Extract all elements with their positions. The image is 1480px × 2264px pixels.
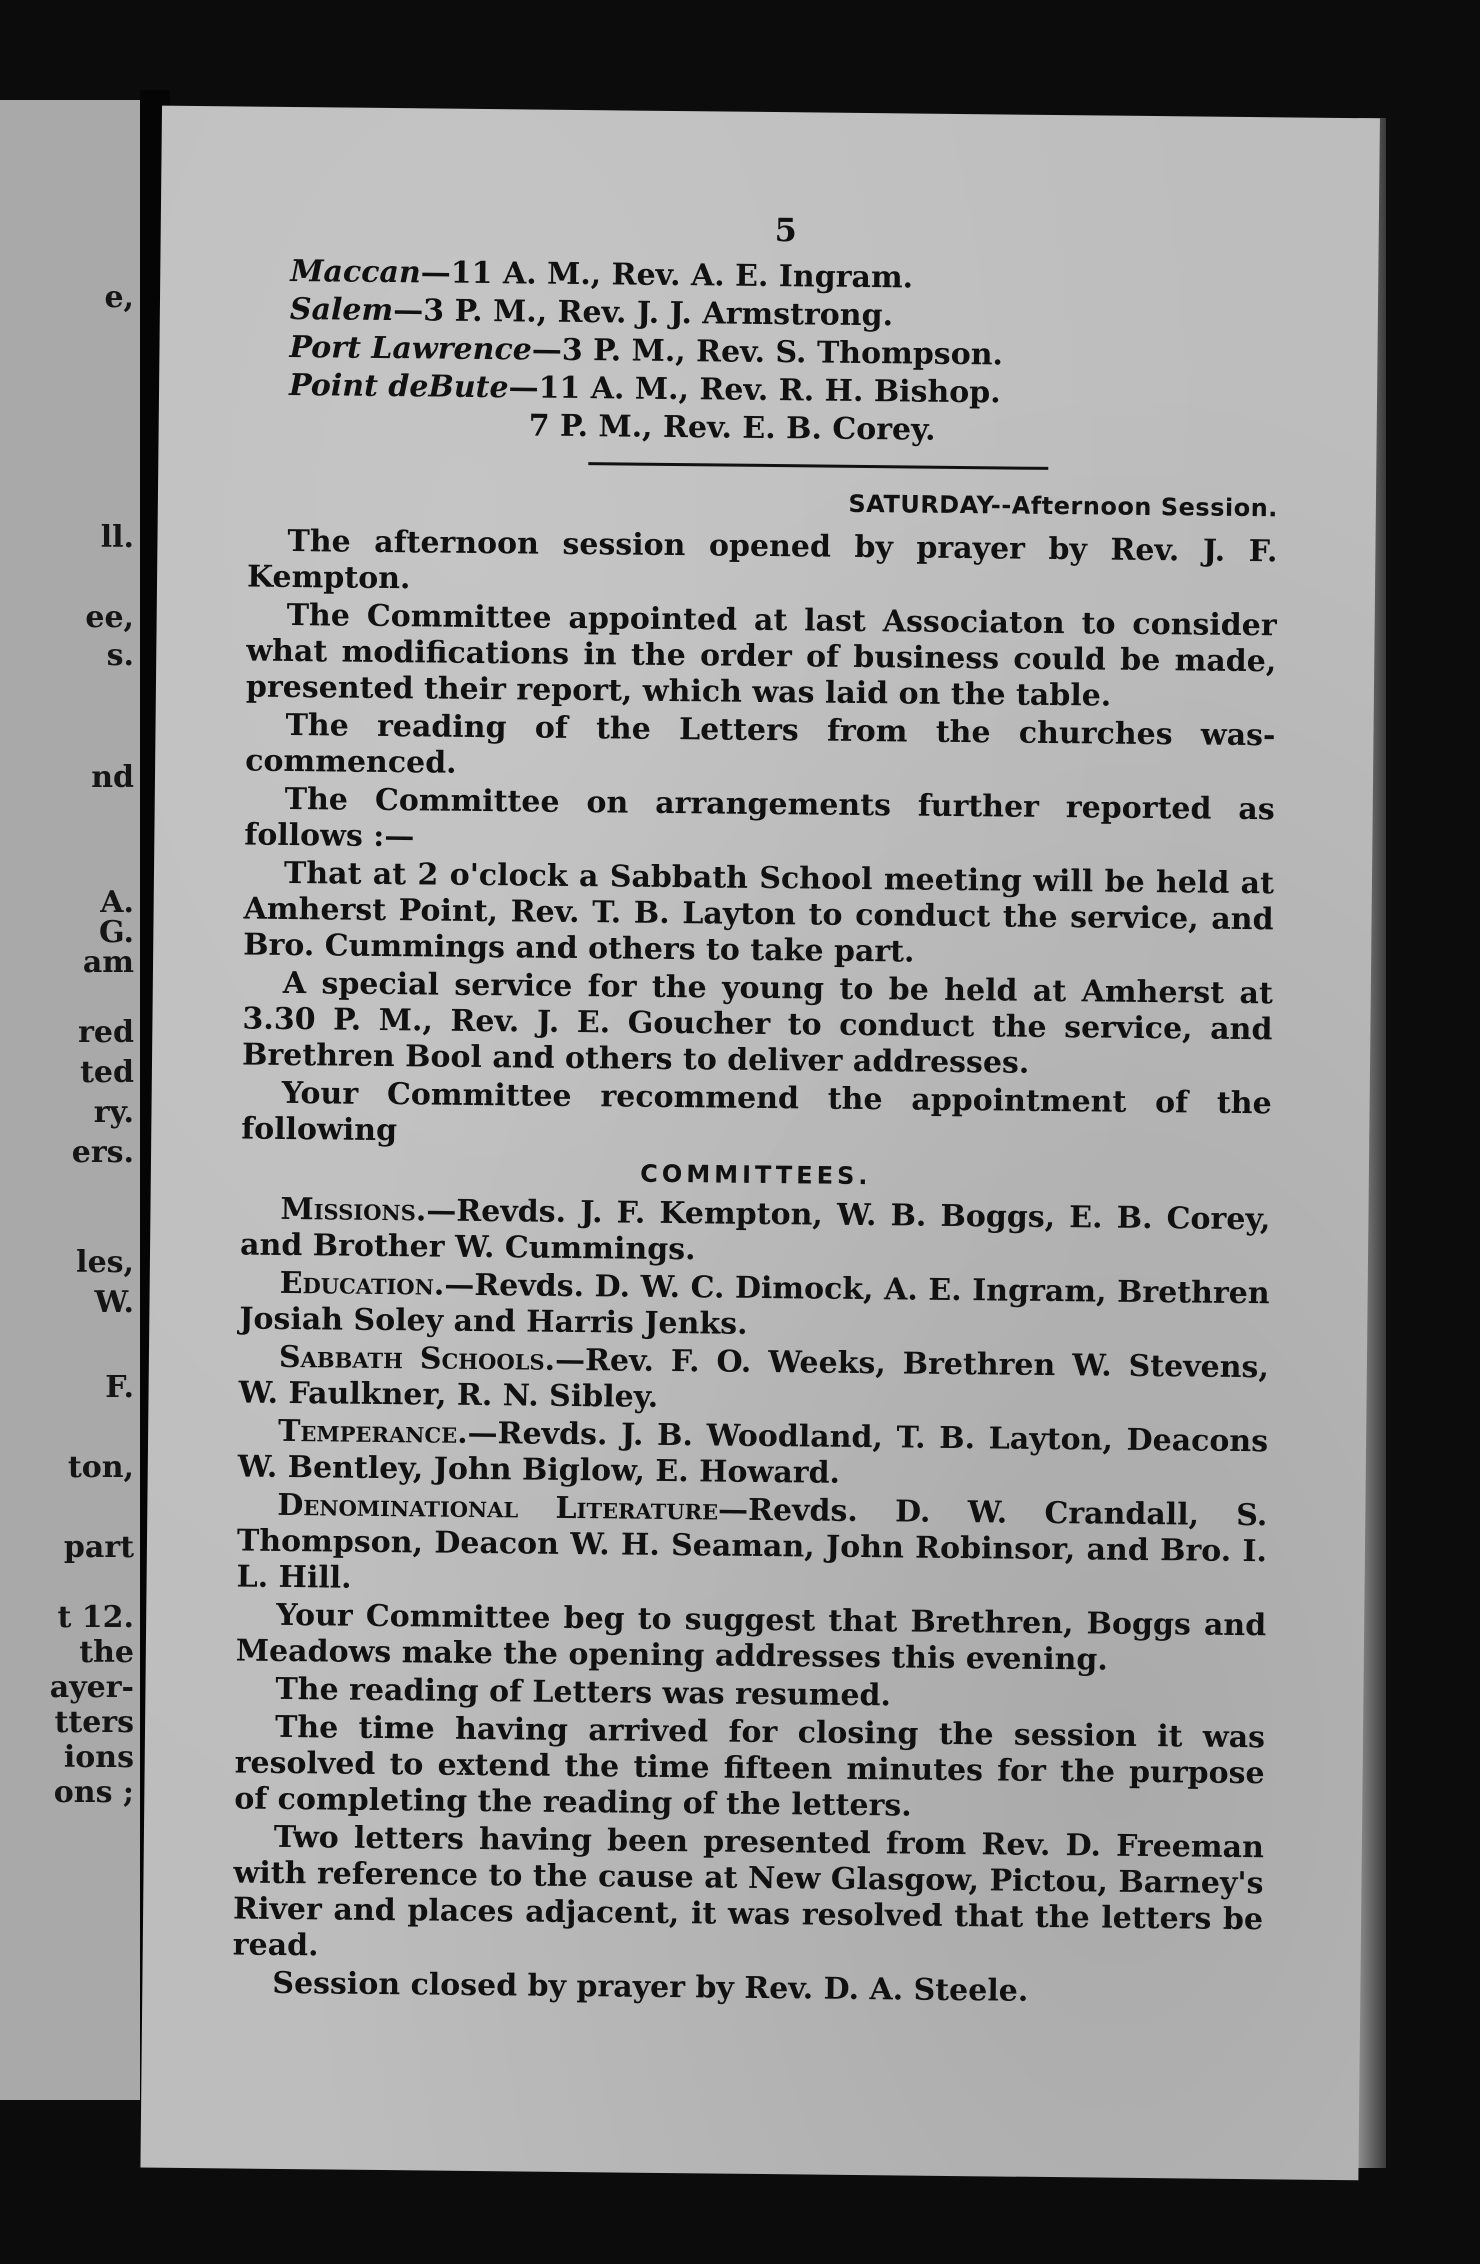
- committee-members: —Revds. D. W. C. Dimock, A. E. Ingram, Brethren Josiah Soley and Harris Jenks.: [239, 1267, 1270, 1342]
- schedule-location: Port Lawrence: [289, 329, 532, 368]
- committee-entry: [239, 1266, 1270, 1349]
- paragraph: Session closed by prayer by Rev. D. A. Steele.: [272, 1965, 1029, 2009]
- margin-fragment: nd: [91, 760, 134, 795]
- margin-fragment: ers.: [71, 1135, 134, 1170]
- page-body: [232, 207, 1281, 2015]
- meeting-schedule: [289, 253, 1281, 453]
- margin-fragment: e,: [104, 280, 134, 315]
- paragraph: The afternoon session opened by prayer by Rev. J. F. Kempton.: [246, 523, 1278, 597]
- margin-fragment: ton,: [67, 1450, 134, 1485]
- committees-heading: COMMITTEES.: [640, 1159, 872, 1191]
- paragraph: The reading of Letters was resumed.: [275, 1671, 892, 1714]
- schedule-detail: —3 P. M., Rev. S. Thompson.: [531, 332, 1004, 373]
- committee-entry: [238, 1413, 1269, 1496]
- margin-fragment: ons ;: [53, 1775, 134, 1810]
- facing-page-fragment: [0, 100, 140, 2100]
- committee-members: —Revds. J. B. Woodland, T. B. Layton, Deacons W. Bentley, John Biglow, E. Howard.: [237, 1415, 1269, 1491]
- margin-fragment: am: [82, 945, 134, 980]
- paragraph: The reading of the Letters from the churches was-commenced.: [244, 707, 1276, 781]
- margin-fragment: part: [63, 1530, 134, 1565]
- schedule-continuation: 7 P. M., Rev. E. B. Corey.: [528, 408, 936, 448]
- committee-name: Temperance.: [277, 1413, 468, 1451]
- paragraph: That at 2 o'clock a Sabbath School meeting will be held at Amherst Point, Rev. T. B. Layton to conduct the service, and Bro. Cummings and others to take part.: [243, 855, 1275, 970]
- margin-fragment: s.: [106, 638, 134, 673]
- committee-name: Education.: [279, 1265, 445, 1303]
- paragraph: The Committee appointed at last Associaton to consider what modifications in the order of business could be made, presented their report, which was laid on the table.: [245, 597, 1277, 714]
- schedule-location: Maccan: [290, 253, 421, 291]
- committee-members: —Revds. J. F. Kempton, W. B. Boggs, E. B. Corey, and Brother W. Cummings.: [239, 1193, 1271, 1268]
- committee-name: Denominational Literature: [277, 1487, 719, 1528]
- margin-fragment: W.: [94, 1285, 134, 1320]
- margin-fragment: ions: [63, 1740, 134, 1775]
- committee-name: Missions.: [280, 1191, 427, 1229]
- paragraph: A special service for the young to be held at Amherst at 3.30 P. M., Rev. J. E. Goucher to conduct the service, and Brethren Bool and others to deliver addresses.: [241, 965, 1273, 1081]
- document-page: [140, 106, 1380, 2181]
- committee-entry: [236, 1487, 1267, 1606]
- margin-fragment: les,: [76, 1245, 134, 1280]
- committee-entry: [238, 1339, 1269, 1422]
- paragraph: Your Committee beg to suggest that Brethren, Boggs and Meadows make the opening addresses this evening.: [235, 1597, 1267, 1678]
- committee-entry: [240, 1192, 1271, 1275]
- paragraph: Your Committee recommend the appointment of the following: [241, 1075, 1272, 1149]
- margin-fragment: A.: [100, 885, 134, 920]
- margin-fragment: tters: [54, 1705, 134, 1740]
- margin-fragment: red: [78, 1015, 134, 1050]
- schedule-location: Point deBute: [288, 367, 509, 406]
- committee-members: —Revds. D. W. Crandall, S. Thompson, Deacon W. H. Seaman, John Robinsor, and Bro. I. L. Hill.: [236, 1492, 1268, 1596]
- margin-fragment: ll.: [100, 520, 134, 555]
- margin-fragment: the: [79, 1635, 134, 1670]
- margin-fragment: F.: [105, 1370, 134, 1405]
- margin-fragment: ry.: [93, 1095, 134, 1130]
- paragraph: The time having arrived for closing the session it was resolved to extend the time fifteen minutes for the purpose of completing the reading of the letters.: [234, 1709, 1266, 1824]
- margin-fragment: ee,: [85, 600, 134, 635]
- schedule-location: Salem: [289, 291, 394, 329]
- committee-members: —Rev. F. O. Weeks, Brethren W. Stevens, W. Faulkner, R. N. Sibley.: [238, 1342, 1270, 1415]
- margin-fragment: ted: [80, 1055, 134, 1090]
- schedule-detail: —11 A. M., Rev. R. H. Bishop.: [508, 370, 1001, 411]
- page-number: 5: [774, 211, 798, 250]
- schedule-detail: —11 A. M., Rev. A. E. Ingram.: [420, 255, 914, 296]
- margin-fragment: ayer-: [49, 1670, 134, 1705]
- margin-fragment: G.: [99, 915, 134, 950]
- session-heading: SATURDAY--Afternoon Session.: [848, 489, 1279, 523]
- paragraph: The Committee on arrangements further reported as follows :—: [244, 781, 1275, 855]
- committee-name: Sabbath Schools.: [278, 1339, 556, 1378]
- schedule-detail: —3 P. M., Rev. J. J. Armstrong.: [393, 293, 894, 334]
- margin-fragment: t 12.: [57, 1600, 134, 1635]
- section-divider: [588, 462, 1048, 470]
- paragraph: Two letters having been presented from Rev. D. Freeman with reference to the cause at New Glasgow, Pictou, Barney's River and places adjacent, it was resolved that the letters be read.: [232, 1819, 1265, 1964]
